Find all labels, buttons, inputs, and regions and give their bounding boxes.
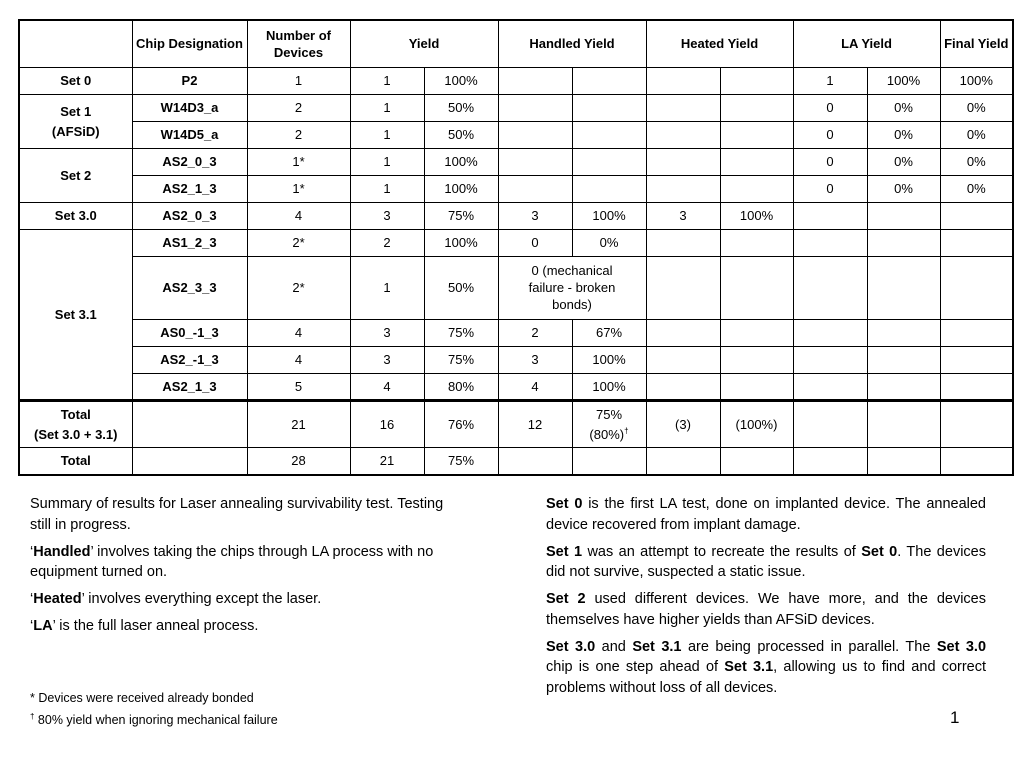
la-count: [793, 229, 867, 256]
la-count: [793, 373, 867, 400]
final-yield: [940, 229, 1013, 256]
right-notes: [546, 494, 986, 705]
heated-count: [646, 319, 720, 346]
chip-cell: W14D5_a: [132, 121, 247, 148]
heated-count: [646, 175, 720, 202]
set-label: [19, 94, 132, 148]
final-yield: [940, 202, 1013, 229]
la-percent: [867, 202, 940, 229]
heated-percent: 100%: [720, 202, 793, 229]
handled-count: 3: [498, 202, 572, 229]
set-label: [19, 400, 132, 447]
la-percent: [867, 373, 940, 400]
handled-percent: [572, 447, 646, 475]
page-number: 1: [950, 708, 960, 727]
yield-table: [18, 19, 1014, 476]
handled-percent-value: 75%: [595, 406, 623, 422]
final-yield: 0%: [940, 94, 1013, 121]
heated-percent: [720, 373, 793, 400]
yield-count: 1: [350, 256, 424, 319]
heated-percent: [720, 229, 793, 256]
heated-percent: (100%): [720, 400, 793, 447]
final-yield: [940, 346, 1013, 373]
note-set3: [546, 637, 986, 699]
heated-count: [646, 373, 720, 400]
chip-cell: AS2_1_3: [132, 175, 247, 202]
header-chip-designation: Chip Designation: [132, 20, 247, 67]
note-text: used different devices. We have more, and the devices themselves have higher yields than AFSiD devices.: [546, 591, 986, 628]
handled-count: [498, 121, 572, 148]
chip-cell: P2: [132, 67, 247, 94]
set-label: Total: [19, 447, 132, 475]
handled-count: [498, 148, 572, 175]
set-ref: Set 0: [546, 496, 583, 512]
dagger-mark: †: [624, 426, 629, 436]
heated-count: [646, 447, 720, 475]
yield-percent: 80%: [424, 373, 498, 400]
devices-cell: 1*: [247, 148, 350, 175]
handled-percent: [572, 148, 646, 175]
note-text: , allowing us to find and correct problems without loss of all devices.: [546, 659, 987, 696]
note-text: and: [595, 638, 633, 655]
handled-percent: 100%: [572, 202, 646, 229]
yield-percent: 100%: [424, 229, 498, 256]
heated-percent: [720, 121, 793, 148]
set-ref: Set 3.0: [936, 638, 987, 655]
note-text: is the first LA test, done on implanted device. The annealed device recovered from implant damage.: [546, 496, 986, 533]
handled-percent: 100%: [572, 373, 646, 400]
handled-percent: [572, 94, 646, 121]
set-ref: Set 3.1: [632, 638, 682, 655]
table-row: [19, 202, 1013, 229]
la-count: [793, 202, 867, 229]
footnote-dagger: [30, 709, 278, 731]
la-percent: 0%: [867, 94, 940, 121]
handled-percent: 0%: [572, 229, 646, 256]
final-yield: 0%: [940, 148, 1013, 175]
handled-definition: ‘Handled’ involves taking the chips through LA process with no equipment turned on.: [30, 543, 434, 580]
handled-percent: [572, 175, 646, 202]
heated-count: 3: [646, 202, 720, 229]
devices-cell: 4: [247, 319, 350, 346]
header-handled-yield: Handled Yield: [498, 20, 646, 67]
footnote-star: * Devices were received already bonded: [30, 691, 254, 705]
la-count: 0: [793, 94, 867, 121]
heated-count: [646, 346, 720, 373]
yield-count: 4: [350, 373, 424, 400]
la-count: 1: [793, 67, 867, 94]
la-count: 0: [793, 175, 867, 202]
handled-percent: [572, 400, 646, 447]
set-ref: Set 2: [546, 591, 586, 607]
yield-percent: 100%: [424, 67, 498, 94]
la-count: [793, 400, 867, 447]
total-subset-row: [19, 400, 1013, 447]
set-label: Set 2: [19, 148, 132, 202]
la-term: LA: [33, 618, 53, 634]
set-label-line: Total: [60, 406, 91, 422]
footnotes: [30, 687, 278, 731]
la-percent: [867, 447, 940, 475]
yield-percent: 75%: [424, 447, 498, 475]
handled-count: [498, 67, 572, 94]
heated-percent: [720, 67, 793, 94]
note-set1: [546, 542, 986, 583]
yield-count: 3: [350, 346, 424, 373]
heated-percent: [720, 148, 793, 175]
devices-cell: 4: [247, 202, 350, 229]
la-percent: 100%: [867, 67, 940, 94]
heated-count: [646, 94, 720, 121]
handled-count: 12: [498, 400, 572, 447]
handled-term: Handled: [33, 543, 91, 560]
chip-cell: AS2_3_3: [132, 256, 247, 319]
la-count: [793, 346, 867, 373]
yield-percent: 50%: [424, 121, 498, 148]
set-ref: Set 3.0: [546, 638, 596, 655]
table-row: [19, 346, 1013, 373]
heated-percent: [720, 346, 793, 373]
final-yield: 0%: [940, 121, 1013, 148]
note-set2: [546, 589, 986, 630]
handled-count: 3: [498, 346, 572, 373]
la-percent: [867, 400, 940, 447]
la-percent: [867, 346, 940, 373]
yield-count: 1: [350, 67, 424, 94]
handled-percent-adjusted-value: (80%): [589, 426, 625, 442]
yield-count: 2: [350, 229, 424, 256]
chip-cell: AS0_-1_3: [132, 319, 247, 346]
final-yield: [940, 256, 1013, 319]
handled-count: 2: [498, 319, 572, 346]
la-percent: [867, 229, 940, 256]
table-row: [19, 67, 1013, 94]
chip-cell: [132, 400, 247, 447]
handled-percent: 67%: [572, 319, 646, 346]
la-description: is the full laser anneal process.: [55, 618, 259, 634]
yield-count: 21: [350, 447, 424, 475]
header-set: [19, 20, 132, 67]
la-definition: ‘LA’ is the full laser anneal process.: [30, 618, 259, 634]
heated-percent: [720, 256, 793, 319]
devices-cell: 2*: [247, 256, 350, 319]
note-text: are being processed in parallel. The: [681, 638, 937, 655]
yield-percent: 75%: [424, 319, 498, 346]
table-row: [19, 373, 1013, 400]
heated-count: [646, 121, 720, 148]
la-percent: 0%: [867, 175, 940, 202]
heated-percent: [720, 319, 793, 346]
yield-count: 3: [350, 202, 424, 229]
heated-definition: ‘Heated’ involves everything except the laser.: [30, 591, 322, 607]
handled-count: [498, 447, 572, 475]
devices-cell: 2: [247, 121, 350, 148]
yield-count: 3: [350, 319, 424, 346]
header-final-yield: Final Yield: [940, 20, 1013, 67]
set-label: Set 0: [19, 67, 132, 94]
heated-description: involves everything except the laser.: [84, 591, 322, 607]
header-la-yield: LA Yield: [793, 20, 940, 67]
heated-count: [646, 67, 720, 94]
final-yield: [940, 319, 1013, 346]
devices-cell: 2*: [247, 229, 350, 256]
yield-count: 1: [350, 94, 424, 121]
yield-count: 1: [350, 148, 424, 175]
table-row: [19, 229, 1013, 256]
heated-count: [646, 229, 720, 256]
la-percent: [867, 256, 940, 319]
header-row: [19, 20, 1013, 67]
set-label: Set 3.1: [19, 229, 132, 400]
table-row: [19, 94, 1013, 121]
la-percent: [867, 319, 940, 346]
yield-percent: 100%: [424, 148, 498, 175]
chip-cell: W14D3_a: [132, 94, 247, 121]
heated-count: [646, 256, 720, 319]
yield-count: 1: [350, 121, 424, 148]
devices-cell: 28: [247, 447, 350, 475]
handled-count: [498, 175, 572, 202]
set-label-line: Set 1: [60, 103, 92, 119]
devices-cell: 1*: [247, 175, 350, 202]
final-yield: 100%: [940, 67, 1013, 94]
yield-percent: 50%: [424, 256, 498, 319]
la-percent: 0%: [867, 121, 940, 148]
chip-cell: AS2_1_3: [132, 373, 247, 400]
handled-description: involves taking the chips through LA process with no equipment turned on.: [30, 543, 434, 580]
set-label-line: (AFSiD): [51, 123, 100, 139]
yield-percent: 75%: [424, 202, 498, 229]
chip-cell: AS2_0_3: [132, 202, 247, 229]
set-ref: Set 1: [546, 543, 583, 560]
yield-count: 1: [350, 175, 424, 202]
yield-count: 16: [350, 400, 424, 447]
la-count: 0: [793, 148, 867, 175]
devices-cell: 21: [247, 400, 350, 447]
handled-percent: [572, 67, 646, 94]
la-count: [793, 447, 867, 475]
table-row: [19, 121, 1013, 148]
footnote-dagger-text: 80% yield when ignoring mechanical failure: [34, 713, 278, 727]
devices-cell: 5: [247, 373, 350, 400]
table-row: [19, 256, 1013, 319]
chip-cell: AS2_-1_3: [132, 346, 247, 373]
devices-cell: 1: [247, 67, 350, 94]
total-row: [19, 447, 1013, 475]
chip-cell: AS2_0_3: [132, 148, 247, 175]
dagger-mark: †: [30, 711, 35, 721]
la-percent: 0%: [867, 148, 940, 175]
yield-percent: 50%: [424, 94, 498, 121]
handled-count: 0: [498, 229, 572, 256]
yield-percent: 75%: [424, 346, 498, 373]
final-yield: [940, 447, 1013, 475]
summary-text: Summary of results for Laser annealing survivability test. Testing still in progress.: [30, 496, 444, 533]
handled-count: 4: [498, 373, 572, 400]
heated-percent: [720, 94, 793, 121]
table-row: [19, 148, 1013, 175]
handled-failure-note: 0 (mechanical failure - broken bonds): [498, 256, 646, 319]
header-yield: Yield: [350, 20, 498, 67]
devices-cell: 4: [247, 346, 350, 373]
chip-cell: AS1_2_3: [132, 229, 247, 256]
handled-count: [498, 94, 572, 121]
handled-percent: 100%: [572, 346, 646, 373]
table-row: [19, 319, 1013, 346]
la-count: [793, 256, 867, 319]
header-heated-yield: Heated Yield: [646, 20, 793, 67]
handled-percent-adjusted: [575, 426, 644, 443]
set-ref: Set 3.1: [724, 659, 774, 675]
final-yield: [940, 373, 1013, 400]
header-number-of-devices: Number of Devices: [247, 20, 350, 67]
note-set0: [546, 494, 986, 535]
note-text: chip is one step ahead of: [546, 659, 725, 675]
note-text: . The devices did not survive, suspected a static issue.: [546, 543, 986, 580]
heated-count: [646, 148, 720, 175]
la-count: 0: [793, 121, 867, 148]
set-label-line: (Set 3.0 + 3.1): [34, 426, 118, 442]
final-yield: [940, 400, 1013, 447]
handled-percent: [572, 121, 646, 148]
table-row: [19, 175, 1013, 202]
yield-percent: 76%: [424, 400, 498, 447]
note-text: was an attempt to recreate the results of: [582, 543, 862, 560]
chip-cell: [132, 447, 247, 475]
devices-cell: 2: [247, 94, 350, 121]
set-ref: Set 0: [861, 543, 898, 560]
heated-term: Heated: [33, 591, 82, 607]
la-count: [793, 319, 867, 346]
set-label: Set 3.0: [19, 202, 132, 229]
heated-count: (3): [646, 400, 720, 447]
final-yield: 0%: [940, 175, 1013, 202]
heated-percent: [720, 447, 793, 475]
left-notes: [30, 494, 460, 643]
yield-percent: 100%: [424, 175, 498, 202]
heated-percent: [720, 175, 793, 202]
